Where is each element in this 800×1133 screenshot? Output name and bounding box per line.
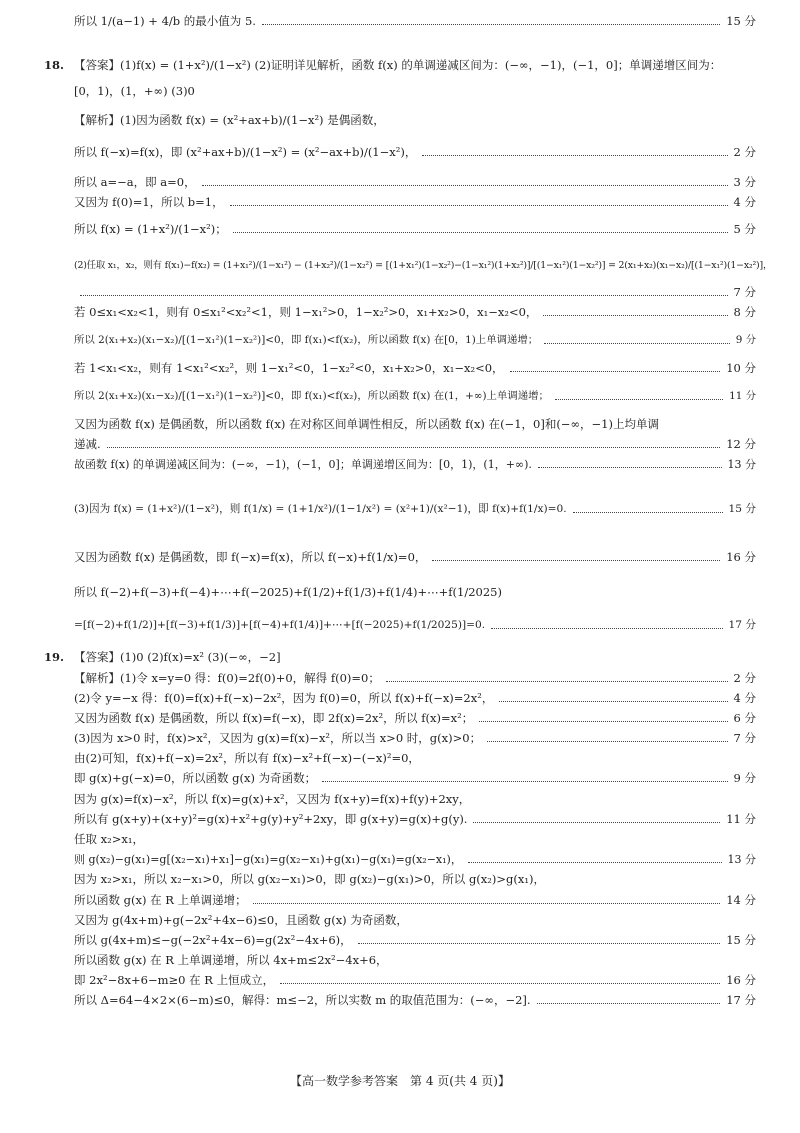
text-line: (3)因为 f(x) = (1+x²)/(1−x²)，则 f(1/x) = (1+1/x²)/(1−1/x²) = (x²+1)/(x²−1)，即 f(x)+f(1/x)=0. 15 分 — [74, 503, 756, 515]
score-mark: 7 分 — [733, 731, 756, 745]
score-mark: 4 分 — [733, 691, 756, 705]
analysis-heading: 【解析】(1)因为函数 f(x) = (x²+ax+b)/(1−x²) 是偶函数， — [74, 113, 385, 127]
score-mark: 7 分 — [733, 285, 756, 299]
text-line — [74, 285, 756, 300]
text-line: 递减. 12 分 — [74, 437, 756, 451]
score-mark: 2 分 — [733, 145, 756, 159]
question-number-18: 18. — [44, 58, 65, 72]
score-mark: 11 分 — [729, 390, 756, 402]
score-mark: 9 分 — [733, 771, 756, 785]
text-line: 因为 g(x)=f(x)−x²，所以 f(x)=g(x)+x²，又因为 f(x+y)=f(x)+f(y)+2xy， — [74, 792, 471, 806]
text-line: 所以 g(4x+m)≤−g(−2x²+4x−6)=g(2x²−4x+6)， 15 分 — [74, 933, 756, 947]
text-line: 【解析】(1)令 x=y=0 得：f(0)=2f(0)+0，解得 f(0)=0； 2 分 — [74, 671, 756, 685]
page-footer: 【高一数学参考答案 第 4 页(共 4 页)】 — [290, 1074, 510, 1088]
text-line: 所以 1/(a−1) + 4/b 的最小值为 5. 15 分 — [74, 14, 756, 28]
score-mark: 15 分 — [726, 14, 756, 28]
score-mark: 10 分 — [726, 361, 756, 375]
text-line: 所以 a=−a，即 a=0， 3 分 — [74, 175, 756, 189]
score-mark: 2 分 — [733, 671, 756, 685]
score-mark: 3 分 — [733, 175, 756, 189]
text-line: (2)任取 x₁，x₂，则有 f(x₁)−f(x₂) = (1+x₁²)/(1−x₁²) − (1+x₂²)/(1−x₂²) = [(1+x₁²)(1−x₂²)−(1−x₁²)(1+x₂²)]/[(1−x₁²)(1−x₂²)] = 2(x₁+x₂)(x₁−x₂)/[(1−x₁²)(1−x₂²)]， — [74, 260, 773, 271]
text-line: 即 g(x)+g(−x)=0，所以函数 g(x) 为奇函数； 9 分 — [74, 771, 756, 785]
text-line: 所以 f(x) = (1+x²)/(1−x²)； 5 分 — [74, 222, 756, 236]
answer-line: 【答案】(1)0 (2)f(x)=x² (3)(−∞，−2] — [74, 650, 281, 664]
score-mark: 13 分 — [727, 853, 756, 866]
score-mark: 14 分 — [726, 893, 756, 907]
text-line: 又因为 f(0)=1，所以 b=1， 4 分 — [74, 195, 756, 209]
score-mark: 5 分 — [733, 222, 756, 236]
question-number-19: 19. — [44, 650, 65, 664]
score-mark: 8 分 — [733, 305, 756, 319]
text-line: 由(2)可知，f(x)+f(−x)=2x²，所以有 f(x)−x²+f(−x)−(−x)²=0， — [74, 751, 420, 765]
text-line: 若 0≤x₁<x₂<1，则有 0≤x₁²<x₂²<1，则 1−x₁²>0，1−x₂²>0，x₁+x₂>0，x₁−x₂<0， 8 分 — [74, 305, 756, 319]
answer-line: 【答案】(1)f(x) = (1+x²)/(1−x²) (2)证明详见解析，函数 f(x) 的单调递减区间为：(−∞，−1)，(−1，0]；单调递增区间为： — [74, 58, 722, 72]
score-mark: 17 分 — [726, 993, 756, 1007]
text-line: 又因为函数 f(x) 是偶函数，所以函数 f(x) 在对称区间单调性相反，所以函数 f(x) 在(−1，0]和(−∞，−1)上均单调 — [74, 417, 659, 431]
text-line: 所以 2(x₁+x₂)(x₁−x₂)/[(1−x₁²)(1−x₂²)]<0，即 f(x₁)<f(x₂)，所以函数 f(x) 在[0，1)上单调递增； 9 分 — [74, 334, 756, 346]
text-line: 又因为函数 f(x) 是偶函数，所以 f(x)=f(−x)，即 2f(x)=2x²，所以 f(x)=x²； 6 分 — [74, 711, 756, 725]
text-line: 所以 2(x₁+x₂)(x₁−x₂)/[(1−x₁²)(1−x₂²)]<0，即 f(x₁)<f(x₂)，所以函数 f(x) 在(1，+∞)上单调递增； 11 分 — [74, 390, 756, 402]
score-mark: 4 分 — [733, 195, 756, 209]
text-line: 所以函数 g(x) 在 R 上单调递增，所以 4x+m≤2x²−4x+6， — [74, 953, 388, 967]
score-mark: 17 分 — [728, 619, 756, 631]
text-line: 又因为 g(4x+m)+g(−2x²+4x−6)≤0，且函数 g(x) 为奇函数， — [74, 913, 408, 927]
score-mark: 15 分 — [726, 933, 756, 947]
text-line: 又因为函数 f(x) 是偶函数，即 f(−x)=f(x)，所以 f(−x)+f(1/x)=0， 16 分 — [74, 550, 756, 564]
text-line: (2)令 y=−x 得：f(0)=f(x)+f(−x)−2x²，因为 f(0)=0，所以 f(x)+f(−x)=2x²， 4 分 — [74, 691, 756, 705]
text-line: 所以有 g(x+y)+(x+y)²=g(x)+x²+g(y)+y²+2xy，即 g(x+y)=g(x)+g(y). 11 分 — [74, 812, 756, 826]
text-line: 则 g(x₂)−g(x₁)=g[(x₂−x₁)+x₁]−g(x₁)=g(x₂−x₁)+g(x₁)−g(x₁)=g(x₂−x₁)， 13 分 — [74, 853, 756, 866]
score-mark: 11 分 — [726, 812, 756, 826]
text-line: 故函数 f(x) 的单调递减区间为：(−∞，−1)，(−1，0]；单调递增区间为：[0，1)，(1，+∞). 13 分 — [74, 458, 756, 471]
score-mark: 16 分 — [726, 973, 756, 987]
score-mark: 9 分 — [735, 334, 756, 346]
text-line: 即 2x²−8x+6−m≥0 在 R 上恒成立， 16 分 — [74, 973, 756, 987]
text-line: 所以 f(−2)+f(−3)+f(−4)+⋯+f(−2025)+f(1/2)+f(1/3)+f(1/4)+⋯+f(1/2025) — [74, 585, 502, 599]
score-mark: 6 分 — [733, 711, 756, 725]
text-line: 所以函数 g(x) 在 R 上单调递增； 14 分 — [74, 893, 756, 907]
score-mark: 16 分 — [726, 550, 756, 564]
score-mark: 12 分 — [726, 437, 756, 451]
text-line: (3)因为 x>0 时，f(x)>x²，又因为 g(x)=f(x)−x²，所以当 x>0 时，g(x)>0； 7 分 — [74, 731, 756, 745]
text-line: 所以 Δ=64−4×2×(6−m)≤0，解得：m≤−2，所以实数 m 的取值范围为：(−∞，−2]. 17 分 — [74, 993, 756, 1007]
score-mark: 13 分 — [727, 458, 756, 471]
text-line: 因为 x₂>x₁，所以 x₂−x₁>0，所以 g(x₂−x₁)>0，即 g(x₂)−g(x₁)>0，所以 g(x₂)>g(x₁)， — [74, 872, 545, 886]
answer-line: [0，1)，(1，+∞) (3)0 — [74, 84, 195, 98]
text-line: 所以 f(−x)=f(x)，即 (x²+ax+b)/(1−x²) = (x²−ax+b)/(1−x²)， 2 分 — [74, 145, 756, 159]
score-mark: 15 分 — [728, 503, 756, 515]
text-line: 任取 x₂>x₁， — [74, 832, 144, 846]
text-line: =[f(−2)+f(1/2)]+[f(−3)+f(1/3)]+[f(−4)+f(1/4)]+⋯+[f(−2025)+f(1/2025)]=0. 17 分 — [74, 619, 756, 631]
text-line: 若 1<x₁<x₂，则有 1<x₁²<x₂²，则 1−x₁²<0，1−x₂²<0，x₁+x₂>0，x₁−x₂<0， 10 分 — [74, 361, 756, 375]
